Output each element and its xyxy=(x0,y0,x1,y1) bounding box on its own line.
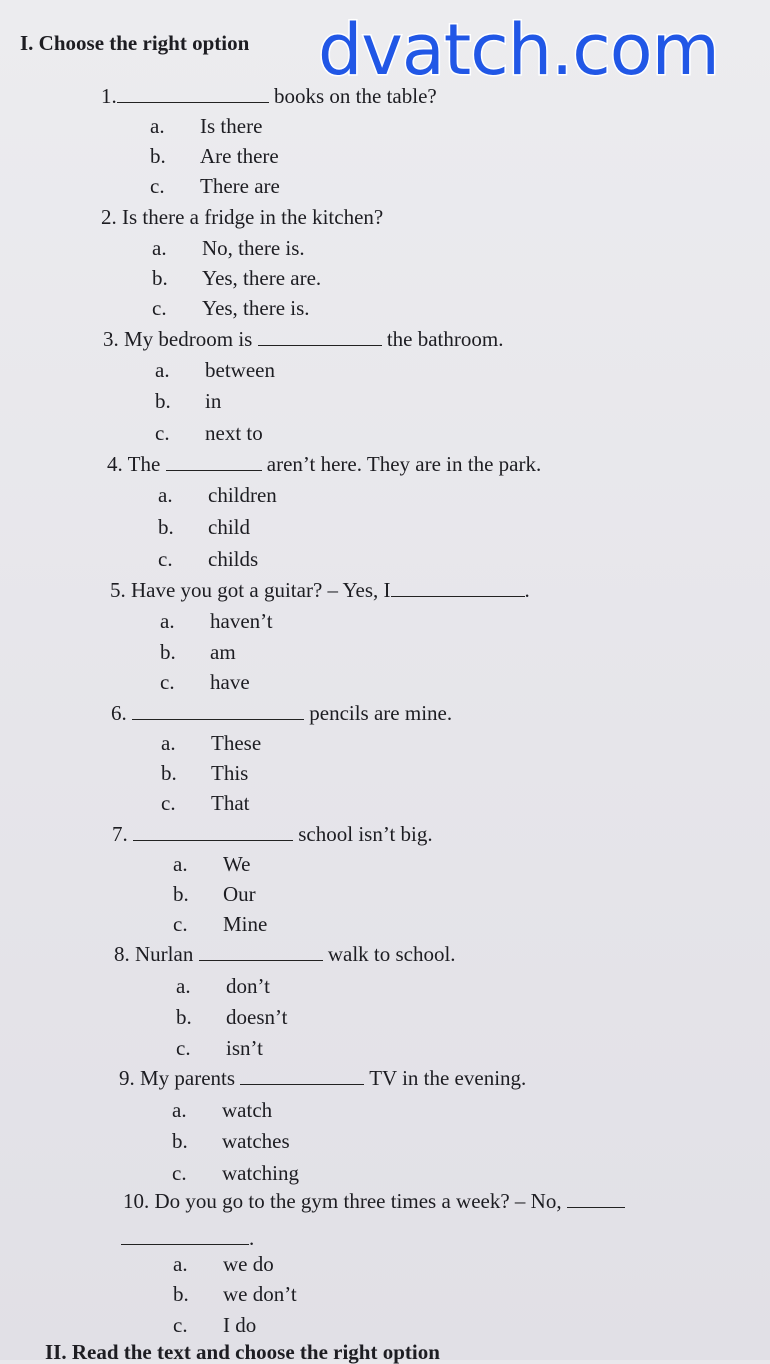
question-number: 5. xyxy=(110,578,126,602)
question-number: 10. xyxy=(123,1189,150,1213)
option-6b xyxy=(161,761,248,785)
question-text-after: the bathroom. xyxy=(386,327,504,351)
option-text: watches xyxy=(222,1129,290,1153)
option-letter: b. xyxy=(158,515,174,539)
option-5c xyxy=(160,670,250,694)
option-letter: a. xyxy=(160,609,175,633)
option-letter: a. xyxy=(158,483,173,507)
option-text: There are xyxy=(200,174,280,198)
answer-blank xyxy=(166,452,262,471)
option-letter: b. xyxy=(176,1005,192,1029)
option-text: I do xyxy=(223,1313,257,1337)
option-7b xyxy=(173,882,256,906)
option-6c xyxy=(161,791,249,815)
option-text: Mine xyxy=(223,912,268,936)
question-1 xyxy=(101,84,437,108)
question-text-before: My bedroom is xyxy=(124,327,253,351)
answer-blank xyxy=(567,1189,625,1208)
option-1a xyxy=(150,114,262,138)
option-letter: c. xyxy=(155,421,170,445)
question-9 xyxy=(119,1066,526,1090)
option-text: doesn’t xyxy=(226,1005,288,1029)
option-5a xyxy=(160,609,273,633)
question-text-after: books on the table? xyxy=(274,84,437,108)
option-text: next to xyxy=(205,421,263,445)
option-5b xyxy=(160,640,236,664)
option-letter: b. xyxy=(173,882,189,906)
question-text-before: Do you go to the gym three times a week? – No, xyxy=(154,1189,562,1213)
option-8a xyxy=(176,974,270,998)
option-8b xyxy=(176,1005,287,1029)
option-1c xyxy=(150,174,280,198)
option-3b xyxy=(155,389,221,413)
question-10 xyxy=(123,1189,625,1213)
option-letter: b. xyxy=(172,1129,188,1153)
option-2c xyxy=(152,296,310,320)
option-letter: b. xyxy=(152,266,168,290)
option-letter: a. xyxy=(176,974,191,998)
question-text-after: walk to school. xyxy=(327,942,456,966)
question-number: 9. xyxy=(119,1066,135,1090)
question-text-after: TV in the evening. xyxy=(369,1066,527,1090)
question-number: 3. xyxy=(103,327,119,351)
option-letter: a. xyxy=(150,114,165,138)
option-text: we don’t xyxy=(223,1282,297,1306)
question-10-continued xyxy=(121,1226,254,1250)
question-3 xyxy=(103,327,503,351)
question-text-after: . xyxy=(249,1226,255,1250)
option-letter: c. xyxy=(176,1036,191,1060)
option-text: Yes, there are. xyxy=(202,266,322,290)
option-9a xyxy=(172,1098,272,1122)
option-letter: c. xyxy=(150,174,165,198)
option-letter: c. xyxy=(161,791,176,815)
section-1-title: I. Choose the right option xyxy=(20,31,250,55)
option-text: We xyxy=(223,852,251,876)
option-text: don’t xyxy=(226,974,270,998)
option-4a xyxy=(158,483,277,507)
option-8c xyxy=(176,1036,263,1060)
question-text-before: Nurlan xyxy=(135,942,194,966)
answer-blank xyxy=(199,942,323,961)
option-text: we do xyxy=(223,1252,274,1276)
option-letter: b. xyxy=(155,389,171,413)
question-number: 6. xyxy=(111,701,127,725)
option-text: haven’t xyxy=(210,609,273,633)
answer-blank xyxy=(258,327,382,346)
option-text: Is there xyxy=(200,114,263,138)
option-6a xyxy=(161,731,261,755)
option-7a xyxy=(173,852,250,876)
question-number: 2. xyxy=(101,205,117,229)
option-text: between xyxy=(205,358,275,382)
option-text: That xyxy=(211,791,250,815)
question-text-after: school isn’t big. xyxy=(298,822,433,846)
option-letter: a. xyxy=(161,731,176,755)
answer-blank xyxy=(133,822,293,841)
option-3c xyxy=(155,421,263,445)
question-number: 1. xyxy=(101,84,117,108)
answer-blank xyxy=(240,1066,364,1085)
question-text-after: pencils are mine. xyxy=(309,701,453,725)
option-text: isn’t xyxy=(226,1036,263,1060)
option-letter: a. xyxy=(152,236,167,260)
option-text: in xyxy=(205,389,222,413)
question-text-before: Is there a fridge in the kitchen? xyxy=(122,205,384,229)
option-10a xyxy=(173,1252,274,1276)
option-2a xyxy=(152,236,305,260)
answer-blank xyxy=(391,578,525,597)
option-text: These xyxy=(211,731,262,755)
option-10b xyxy=(173,1282,297,1306)
option-letter: c. xyxy=(172,1161,187,1185)
question-number: 8. xyxy=(114,942,130,966)
question-4 xyxy=(107,452,541,476)
option-text: This xyxy=(211,761,249,785)
option-letter: a. xyxy=(173,1252,188,1276)
option-4c xyxy=(158,547,258,571)
question-text-before: My parents xyxy=(140,1066,236,1090)
option-text: watch xyxy=(222,1098,273,1122)
option-10c xyxy=(173,1313,256,1337)
option-text: Are there xyxy=(200,144,279,168)
option-text: child xyxy=(208,515,250,539)
option-letter: a. xyxy=(155,358,170,382)
question-2 xyxy=(101,205,383,229)
option-letter: a. xyxy=(173,852,188,876)
option-letter: c. xyxy=(173,912,188,936)
option-letter: b. xyxy=(173,1282,189,1306)
option-9b xyxy=(172,1129,290,1153)
option-text: childs xyxy=(208,547,259,571)
option-2b xyxy=(152,266,321,290)
option-7c xyxy=(173,912,267,936)
question-number: 7. xyxy=(112,822,128,846)
option-3a xyxy=(155,358,275,382)
question-5 xyxy=(110,578,530,602)
option-1b xyxy=(150,144,279,168)
option-text: am xyxy=(210,640,236,664)
option-text: Our xyxy=(223,882,256,906)
question-text-after: . xyxy=(524,578,530,602)
question-8 xyxy=(114,942,456,966)
option-text: Yes, there is. xyxy=(202,296,310,320)
answer-blank xyxy=(132,701,304,720)
option-letter: c. xyxy=(158,547,173,571)
option-letter: b. xyxy=(160,640,176,664)
question-text-before: Have you got a guitar? – Yes, I xyxy=(131,578,391,602)
option-letter: a. xyxy=(172,1098,187,1122)
question-6 xyxy=(111,701,452,725)
option-letter: c. xyxy=(173,1313,188,1337)
watermark-logo: dvatch.com xyxy=(318,9,719,91)
option-letter: c. xyxy=(152,296,167,320)
question-text-after: aren’t here. They are in the park. xyxy=(266,452,542,476)
option-text: watching xyxy=(222,1161,299,1185)
option-text: No, there is. xyxy=(202,236,305,260)
option-letter: c. xyxy=(160,670,175,694)
option-letter: b. xyxy=(150,144,166,168)
option-text: have xyxy=(210,670,250,694)
answer-blank xyxy=(121,1226,249,1245)
option-text: children xyxy=(208,483,277,507)
question-text-before: The xyxy=(127,452,161,476)
answer-blank xyxy=(117,84,269,103)
option-letter: b. xyxy=(161,761,177,785)
question-number: 4. xyxy=(107,452,123,476)
question-7 xyxy=(112,822,433,846)
option-4b xyxy=(158,515,250,539)
option-9c xyxy=(172,1161,299,1185)
section-2-title: II. Read the text and choose the right option xyxy=(45,1340,440,1364)
